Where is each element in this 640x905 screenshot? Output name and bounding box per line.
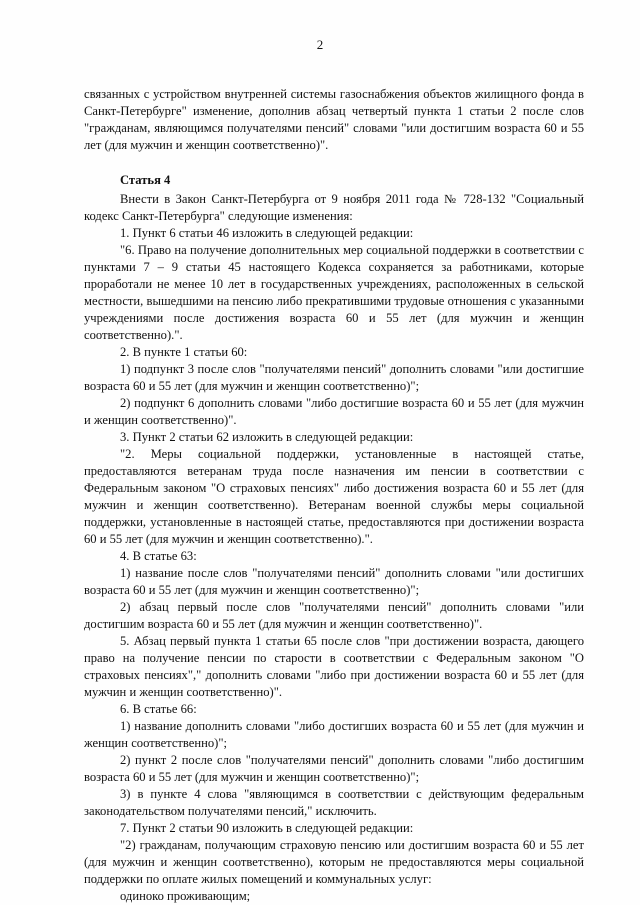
paragraph: 2. В пункте 1 статьи 60:	[120, 345, 248, 359]
paragraph: 7. Пункт 2 статьи 90 изложить в следующей редакции:	[120, 821, 414, 835]
paragraph: 2) подпункт 6 дополнить словами "либо достигшие возраста 60 и 55 лет (для мужчин и женщин соответственно)".	[84, 396, 584, 427]
paragraph: 1) подпункт 3 после слов "получателями пенсий" дополнить словами "или достигшие возраста 60 и 55 лет (для мужчин и женщин соответственно)";	[84, 362, 584, 393]
paragraph: Внести в Закон Санкт-Петербурга от 9 ноября 2011 года № 728-132 "Социальный кодекс Санкт-Петербурга" следующие изменения:	[84, 192, 584, 223]
paragraph: 2) пункт 2 после слов "получателями пенсий" дополнить словами "либо достигшим возраста 60 и 55 лет (для мужчин и женщин соответственно)";	[84, 753, 584, 784]
intro-paragraph: связанных с устройством внутренней системы газоснабжения объектов жилищного фонда в Санкт-Петербурге" изменение, дополнив абзац четвертый пункта 1 статьи 2 после слов "гражданам, являющимся получателями пенсий" словами "или достигшим возраста 60 и 55 лет (для мужчин и женщин соответственно)".	[84, 87, 584, 152]
paragraph: "2. Меры социальной поддержки, установленные в настоящей статье, предоставляются ветеранам труда после назначения им пенсии в соответствии с Федеральным законом "О страховых пенсиях" либо достижения возраста 60 и 55 лет (для мужчин и женщин соответственно). Ветеранам военной службы меры социальной поддержки, установленные в настоящей статье, предоставляются при достижении возраста 60 и 55 лет (для мужчин и женщин соответственно).".	[84, 447, 584, 546]
paragraph: 3) в пункте 4 слова "являющимся в соответствии с действующим федеральным законодательством получателями пенсий," исключить.	[84, 787, 584, 818]
document-body	[84, 86, 584, 905]
paragraph: 1) название дополнить словами "либо достигших возраста 60 и 55 лет (для мужчин и женщин соответственно)";	[84, 719, 584, 750]
paragraph: 3. Пункт 2 статьи 62 изложить в следующей редакции:	[120, 430, 414, 444]
paragraph: 2) абзац первый после слов "получателями пенсий" дополнить словами "или достигшим возраста 60 и 55 лет (для мужчин и женщин соответственно)".	[84, 600, 584, 631]
paragraph: 1. Пункт 6 статьи 46 изложить в следующей редакции:	[120, 226, 414, 240]
paragraph: "6. Право на получение дополнительных мер социальной поддержки в соответствии с пунктами 7 – 9 статьи 45 настоящего Кодекса сохраняется за работниками, которые проработали не менее 10 лет в государственных учреждениях, расположенных в сельской местности, вышедшими на пенсию либо прекратившими трудовые отношения с указанными учреждениями после достижения возраста 60 и 55 лет (для мужчин и женщин соответственно).".	[84, 243, 584, 342]
paragraph: 5. Абзац первый пункта 1 статьи 65 после слов "при достижении возраста, дающего право на получение пенсии по старости в соответствии с Федеральным законом "О страховых пенсиях"," дополнить словами "либо при достижении возраста 60 и 55 лет (для мужчин и женщин соответственно)".	[84, 634, 584, 699]
paragraph: одиноко проживающим;	[120, 889, 251, 903]
page-number: 2	[316, 37, 324, 52]
article-heading: Статья 4	[120, 173, 171, 187]
paragraph: 1) название после слов "получателями пенсий" дополнить словами "или достигших возраста 60 и 55 лет (для мужчин и женщин соответственно)";	[84, 566, 584, 597]
paragraph: 4. В статье 63:	[120, 549, 197, 563]
paragraph: "2) гражданам, получающим страховую пенсию или достигшим возраста 60 и 55 лет (для мужчин и женщин соответственно), которым не предоставляются меры социальной поддержки по оплате жилых помещений и коммунальных услуг:	[84, 838, 584, 886]
paragraph: 6. В статье 66:	[120, 702, 197, 716]
